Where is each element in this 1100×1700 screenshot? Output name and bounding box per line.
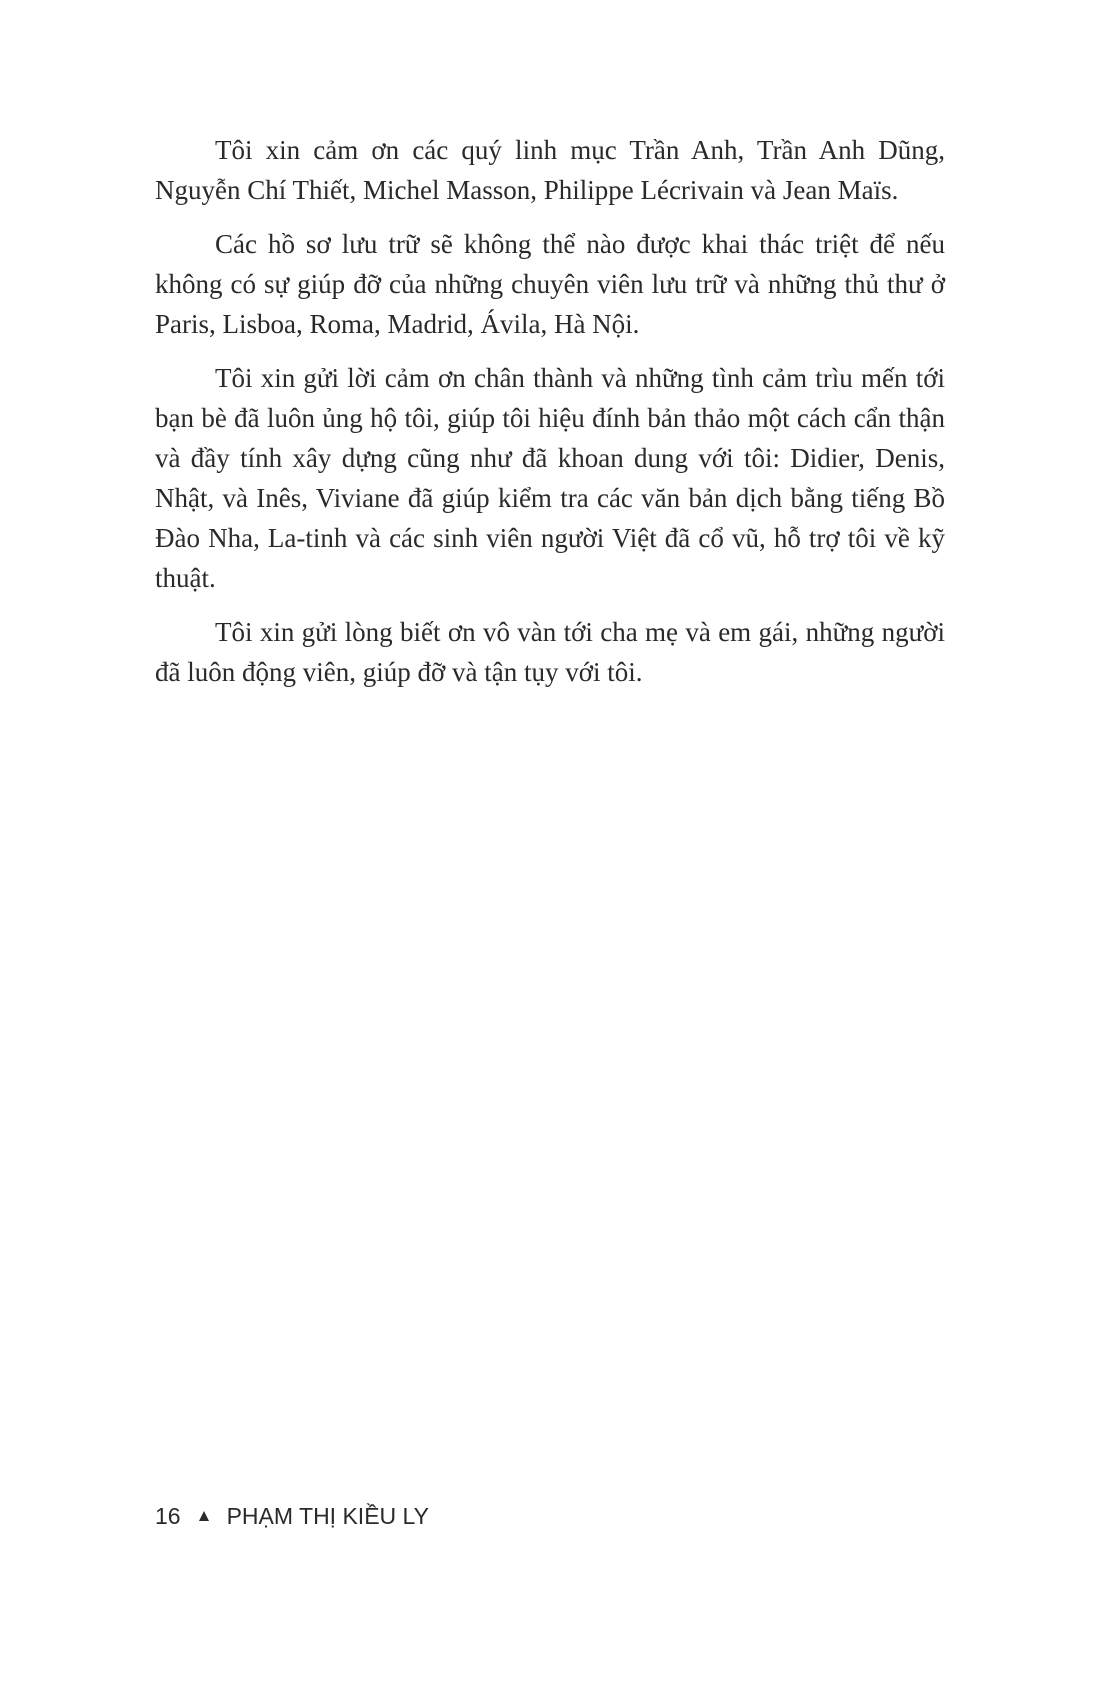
triangle-up-icon	[199, 1511, 209, 1521]
author-name: PHẠM THỊ KIỀU LY	[226, 1503, 429, 1529]
page-number: 16	[155, 1503, 181, 1529]
paragraph-thanks-archivists: Các hồ sơ lưu trữ sẽ không thể nào được khai thác triệt để nếu không có sự giúp đỡ của những chuyên viên lưu trữ và những thủ thư ở Paris, Lisboa, Roma, Madrid, Ávila, Hà Nội.	[155, 229, 945, 339]
page-footer	[155, 1503, 429, 1530]
paragraph-thanks-family: Tôi xin gửi lòng biết ơn vô vàn tới cha mẹ và em gái, những người đã luôn động viên, giúp đỡ và tận tụy với tôi.	[155, 617, 945, 687]
paragraph-thanks-priests: Tôi xin cảm ơn các quý linh mục Trần Anh, Trần Anh Dũng, Nguyễn Chí Thiết, Michel Masson, Philippe Lécrivain và Jean Maïs.	[155, 135, 945, 205]
paragraph-thanks-friends: Tôi xin gửi lời cảm ơn chân thành và những tình cảm trìu mến tới bạn bè đã luôn ủng hộ tôi, giúp tôi hiệu đính bản thảo một cách cẩn thận và đầy tính xây dựng cũng như đã khoan dung với tôi: Didier, Denis, Nhật, và Inês, Viviane đã giúp kiểm tra các văn bản dịch bằng tiếng Bồ Đào Nha, La-tinh và các sinh viên người Việt đã cổ vũ, hỗ trợ tôi về kỹ thuật.	[155, 363, 945, 593]
body-text	[155, 130, 945, 706]
